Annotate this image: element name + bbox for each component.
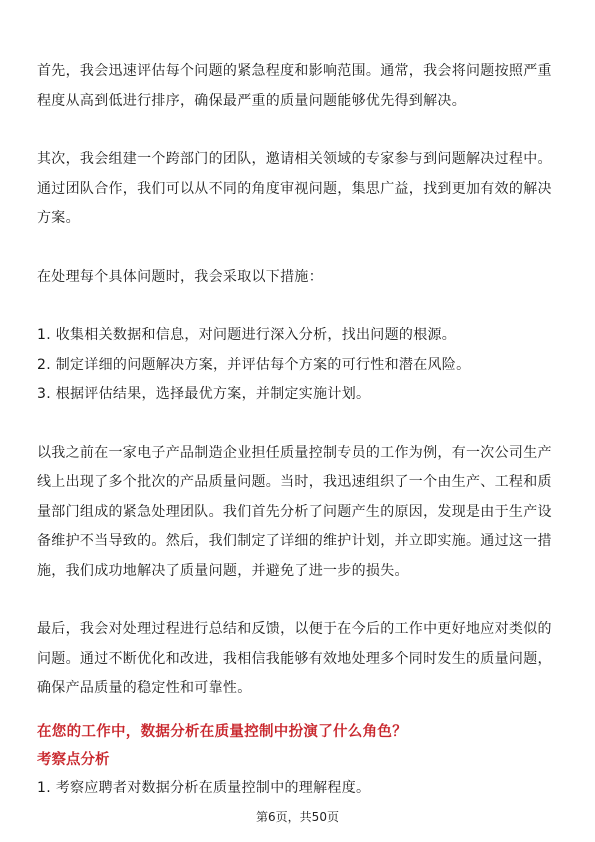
page-number: 第6页，共50页 bbox=[256, 810, 339, 824]
paragraph-measures-intro bbox=[37, 263, 559, 293]
interview-question: 在您的工作中，数据分析在质量控制中扮演了什么角色？ bbox=[37, 723, 407, 740]
text-line: 问题。通过不断优化和改进，我相信我能够有效地处理多个同时发生的质量问题， bbox=[37, 650, 552, 667]
text-line: 方案。 bbox=[37, 210, 80, 226]
list-item: 1. 收集相关数据和信息，对问题进行深入分析，找出问题的根源。 bbox=[37, 327, 457, 343]
paragraph-gap bbox=[37, 234, 559, 263]
list-item: 2. 制定详细的问题解决方案，并评估每个方案的可行性和潜在风险。 bbox=[37, 356, 471, 373]
paragraph-prioritize bbox=[37, 57, 559, 116]
paragraph-summary bbox=[37, 615, 559, 704]
section-title: 考察点分析 bbox=[37, 751, 110, 768]
text-line: 量部门组成的紧急处理团队。我们首先分析了问题产生的原因，发现是由于生产设 bbox=[37, 503, 552, 520]
paragraph-gap bbox=[37, 292, 559, 321]
text-line: 以我之前在一家电子产品制造企业担任质量控制专员的工作为例，有一次公司生产 bbox=[37, 444, 552, 461]
paragraph-example bbox=[37, 439, 559, 587]
text-line: 施，我们成功地解决了质量问题，并避免了进一步的损失。 bbox=[37, 562, 409, 579]
measures-list bbox=[37, 321, 559, 410]
text-line: 线上出现了多个批次的产品质量问题。当时，我迅速组织了一个由生产、工程和质 bbox=[37, 474, 552, 490]
paragraph-gap bbox=[37, 704, 559, 718]
text-line: 其次，我会组建一个跨部门的团队，邀请相关领域的专家参与到问题解决过程中。 bbox=[37, 151, 552, 167]
text-line: 程度从高到低进行排序，确保最严重的质量问题能够优先得到解决。 bbox=[37, 92, 466, 109]
paragraph-gap bbox=[37, 410, 559, 439]
text-line: 通过团队合作，我们可以从不同的角度审视问题，集思广益，找到更加有效的解决 bbox=[37, 180, 552, 197]
text-line: 在处理每个具体问题时，我会采取以下措施： bbox=[37, 268, 323, 285]
text-line: 备维护不当导致的。然后，我们制定了详细的维护计划，并立即实施。通过这一措 bbox=[37, 533, 552, 549]
paragraph-gap bbox=[37, 586, 559, 615]
text-line: 确保产品质量的稳定性和可靠性。 bbox=[37, 680, 252, 696]
analysis-item: 1. 考察应聘者对数据分析在质量控制中的理解程度。 bbox=[37, 779, 371, 796]
text-line: 最后，我会对处理过程进行总结和反馈，以便于在今后的工作中更好地应对类似的 bbox=[37, 621, 552, 637]
paragraph-team bbox=[37, 145, 559, 234]
paragraph-gap bbox=[37, 116, 559, 145]
page-content bbox=[37, 57, 559, 803]
list-item: 3. 根据评估结果，选择最优方案，并制定实施计划。 bbox=[37, 386, 371, 402]
text-line: 首先，我会迅速评估每个问题的紧急程度和影响范围。通常，我会将问题按照严重 bbox=[37, 63, 552, 79]
